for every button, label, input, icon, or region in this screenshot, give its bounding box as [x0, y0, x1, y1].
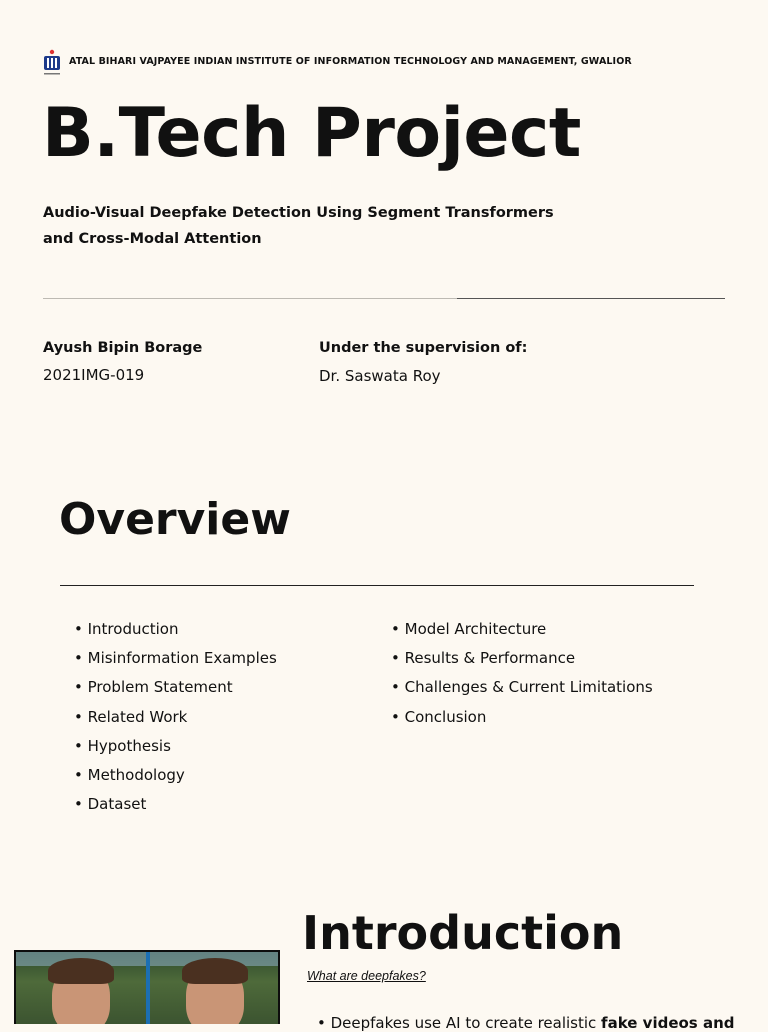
- original-face-image: [16, 952, 146, 1024]
- introduction-heading: Introduction: [302, 906, 624, 960]
- overview-list-left: [74, 615, 277, 819]
- project-subtitle: Audio-Visual Deepfake Detection Using Segment Transformers and Cross-Modal Attention: [43, 205, 554, 247]
- overview-item: • Problem Statement: [74, 673, 277, 702]
- introduction-subheading: What are deepfakes?: [307, 969, 426, 983]
- institute-name: ATAL BIHARI VAJPAYEE INDIAN INSTITUTE OF INFORMATION TECHNOLOGY AND MANAGEMENT, GWALIOR: [69, 56, 632, 67]
- overview-item: • Hypothesis: [74, 732, 277, 761]
- overview-item: • Dataset: [74, 790, 277, 819]
- overview-item: • Results & Performance: [391, 644, 653, 673]
- bullet-text-bold: fake videos and: [601, 1014, 735, 1032]
- overview-divider: [60, 585, 694, 586]
- deepfake-face-image: [150, 952, 280, 1024]
- supervisor-name: Dr. Saswata Roy: [319, 367, 441, 385]
- overview-item: • Challenges & Current Limitations: [391, 673, 653, 702]
- section-divider-accent: [457, 298, 725, 299]
- overview-item: • Introduction: [74, 615, 277, 644]
- institute-logo-icon: [42, 49, 62, 79]
- overview-item: • Methodology: [74, 761, 277, 790]
- introduction-bullet: • Deepfakes use AI to create realistic fake videos and: [317, 1014, 735, 1032]
- deepfake-comparison-image: [14, 950, 280, 1024]
- overview-item: • Related Work: [74, 703, 277, 732]
- bullet-text: Deepfakes use AI to create realistic: [330, 1014, 602, 1032]
- overview-item: • Conclusion: [391, 703, 653, 732]
- overview-list-right: [391, 615, 653, 732]
- author-id: 2021IMG-019: [43, 366, 145, 384]
- overview-heading: Overview: [59, 494, 291, 545]
- author-name: Ayush Bipin Borage: [43, 340, 203, 356]
- overview-item: • Model Architecture: [391, 615, 653, 644]
- page-title: B.Tech Project: [42, 94, 581, 173]
- overview-item: • Misinformation Examples: [74, 644, 277, 673]
- supervision-label: Under the supervision of:: [319, 340, 528, 356]
